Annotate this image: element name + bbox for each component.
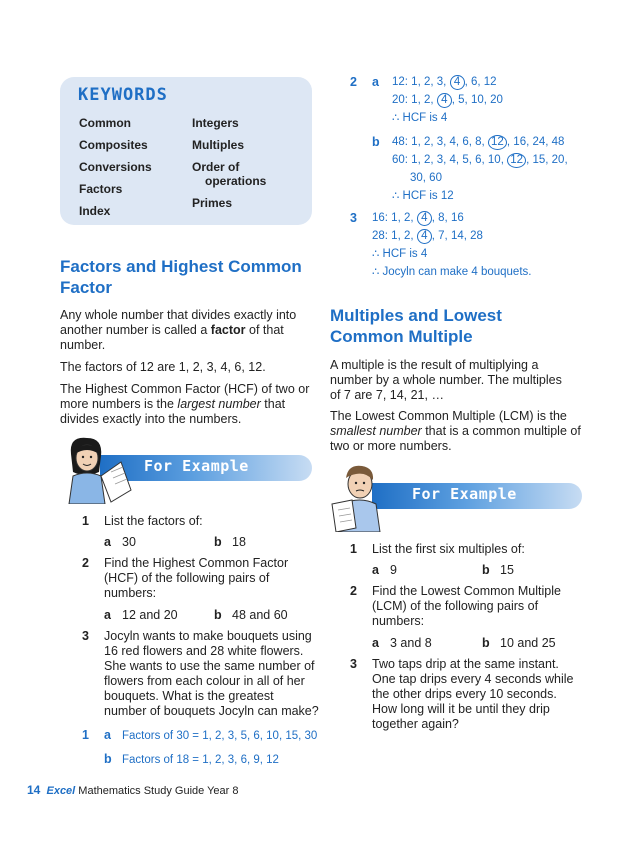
heading-line: Multiples and Lowest (330, 306, 502, 325)
answer-line (392, 135, 564, 150)
question-text (372, 657, 574, 732)
lcm-definition-paragraph (330, 409, 581, 454)
part-text: 12 and 20 (122, 608, 178, 622)
text: 60: 1, 2, 3, 4, 5, 6, 10, (392, 154, 504, 166)
question-text (372, 584, 561, 629)
text-line: A multiple is the result of multiplying a (330, 358, 539, 372)
question-text (104, 629, 319, 719)
text-line: together again? (372, 717, 459, 731)
answer-line (392, 75, 497, 90)
student-boy-illustration (326, 460, 402, 532)
multiple-definition-paragraph (330, 358, 562, 403)
text: , 7, 14, 28 (431, 230, 483, 242)
circled-number: 4 (450, 75, 465, 90)
text: that (264, 397, 286, 411)
answer-line: ∴ HCF is 4 (392, 112, 448, 124)
answer-line (392, 93, 503, 108)
answer-line: 30, 60 (410, 172, 442, 184)
text-line: She wants to use the same number of (104, 659, 315, 673)
part-text: 10 and 25 (500, 636, 556, 650)
text-line: The Lowest Common Multiple (LCM) is the (330, 409, 567, 423)
answer-part-label: b (372, 135, 380, 149)
question-number: 2 (82, 556, 89, 570)
text-line (330, 424, 581, 439)
text-line: divides exactly into the numbers. (60, 412, 242, 426)
text: 20: 1, 2, (392, 94, 434, 106)
text-line: How long will it be until they drip (372, 702, 550, 716)
part-text: 30 (122, 535, 136, 549)
circled-number: 4 (437, 93, 452, 108)
text-line: Find the Lowest Common Multiple (372, 584, 561, 598)
text: of that (249, 323, 284, 337)
student-girl-illustration (55, 432, 135, 504)
answer-line: ∴ Jocyln can make 4 bouquets. (372, 266, 532, 278)
text-line: of 7 are 7, 14, 21, … (330, 388, 444, 402)
heading-line: Factor (60, 278, 112, 297)
part-label: a (372, 563, 379, 577)
answer-part-label: b (104, 752, 112, 766)
question-text (104, 556, 288, 601)
italic-term: largest number (177, 397, 261, 411)
italic-term: smallest number (330, 424, 422, 438)
question-text: List the factors of: (104, 514, 203, 528)
text-line: numbers: (104, 586, 157, 600)
circled-number: 12 (507, 153, 526, 168)
text-line: number of bouquets Jocyln can make? (104, 704, 319, 718)
text-line: 16 red flowers and 28 white flowers. (104, 644, 304, 658)
text: , 8, 16 (431, 212, 464, 224)
text-line: Find the Highest Common Factor (104, 556, 289, 570)
text-line: Any whole number that divides exactly into (60, 308, 297, 322)
for-example-label: For Example (412, 485, 517, 503)
answer-number: 3 (350, 211, 357, 225)
text: , 16, 24, 48 (506, 136, 565, 148)
question-text: List the first six multiples of: (372, 542, 525, 556)
section-heading-multiples (330, 305, 502, 347)
text-line (60, 397, 309, 412)
text-line: numbers: (372, 614, 425, 628)
text-line (60, 323, 296, 338)
text: 16: 1, 2, (372, 212, 414, 224)
answer-text: Factors of 30 = 1, 2, 3, 5, 6, 10, 15, 30 (122, 730, 318, 742)
part-label: b (482, 563, 490, 577)
part-text: 48 and 60 (232, 608, 288, 622)
text: , 5, 10, 20 (451, 94, 503, 106)
answer-number: 1 (82, 728, 89, 742)
text: , 15, 20, (526, 154, 568, 166)
keyword: Integers (192, 116, 239, 130)
text-line: bouquets. What is the greatest (104, 689, 274, 703)
circled-number: 4 (417, 211, 432, 226)
circled-number: 12 (488, 135, 507, 150)
keywords-column-1 (79, 116, 152, 224)
text: , 6, 12 (464, 76, 497, 88)
keyword: Index (79, 204, 111, 218)
book-title: Mathematics Study Guide Year 8 (78, 785, 239, 797)
text-line: Jocyln wants to make bouquets using (104, 629, 312, 643)
question-number: 3 (82, 629, 89, 643)
keyword: Factors (79, 182, 123, 196)
text-line: two or more numbers. (330, 439, 452, 453)
heading-line: Factors and Highest Common (60, 257, 302, 276)
bold-term: factor (210, 323, 246, 337)
answer-part-label: a (104, 728, 111, 742)
keyword: Order of (192, 160, 240, 174)
for-example-label: For Example (144, 457, 249, 475)
text: another number is called a (60, 323, 208, 337)
answer-part-label: a (372, 75, 379, 89)
part-label: a (104, 535, 111, 549)
question-number: 1 (82, 514, 89, 528)
part-text: 3 and 8 (390, 636, 432, 650)
answer-line: ∴ HCF is 12 (392, 190, 454, 202)
text-line: (HCF) of the following pairs of (104, 571, 270, 585)
text: more numbers is the (60, 397, 174, 411)
part-text: 15 (500, 563, 514, 577)
keyword: Multiples (192, 138, 245, 152)
keyword: Common (79, 116, 131, 130)
question-number: 2 (350, 584, 357, 598)
brand-name: Excel (46, 785, 76, 797)
part-label: b (214, 608, 222, 622)
text: 48: 1, 2, 3, 4, 6, 8, (392, 136, 485, 148)
text-line: number by a whole number. The multiples (330, 373, 562, 387)
part-text: 18 (232, 535, 246, 549)
keyword: Primes (192, 196, 233, 210)
part-text: 9 (390, 563, 397, 577)
question-number: 3 (350, 657, 357, 671)
text-line: (LCM) of the following pairs of (372, 599, 539, 613)
page-footer (27, 783, 239, 799)
text-line: The Highest Common Factor (HCF) of two or (60, 382, 310, 396)
answer-text: Factors of 18 = 1, 2, 3, 6, 9, 12 (122, 754, 279, 766)
circled-number: 4 (417, 229, 432, 244)
answer-line (372, 211, 464, 226)
answer-line (372, 229, 483, 244)
page-number: 14 (27, 783, 41, 797)
text: 28: 1, 2, (372, 230, 414, 242)
text-line: One tap drips every 4 seconds while (372, 672, 574, 686)
factors-of-12-paragraph: The factors of 12 are 1, 2, 3, 4, 6, 12. (60, 360, 266, 374)
answer-line: ∴ HCF is 4 (372, 248, 428, 260)
answer-line (392, 153, 568, 168)
text-line: number. (60, 338, 106, 352)
part-label: a (372, 636, 379, 650)
section-heading-factors (60, 256, 302, 298)
hcf-definition-paragraph (60, 382, 309, 427)
text: 12: 1, 2, 3, (392, 76, 447, 88)
text-line: flowers from each colour in all of her (104, 674, 305, 688)
part-label: b (214, 535, 222, 549)
heading-line: Common Multiple (330, 327, 473, 346)
factor-definition-paragraph (60, 308, 296, 353)
part-label: a (104, 608, 111, 622)
keyword: Conversions (79, 160, 152, 174)
keywords-column-2 (192, 116, 266, 216)
question-number: 1 (350, 542, 357, 556)
text-line: the other drips every 10 seconds. (372, 687, 557, 701)
keyword: Composites (79, 138, 148, 152)
keyword: operations (205, 174, 267, 188)
keywords-title: KEYWORDS (78, 85, 168, 105)
part-label: b (482, 636, 490, 650)
text: that is a common multiple of (425, 424, 581, 438)
answer-number: 2 (350, 75, 357, 89)
text-line: Two taps drip at the same instant. (372, 657, 559, 671)
